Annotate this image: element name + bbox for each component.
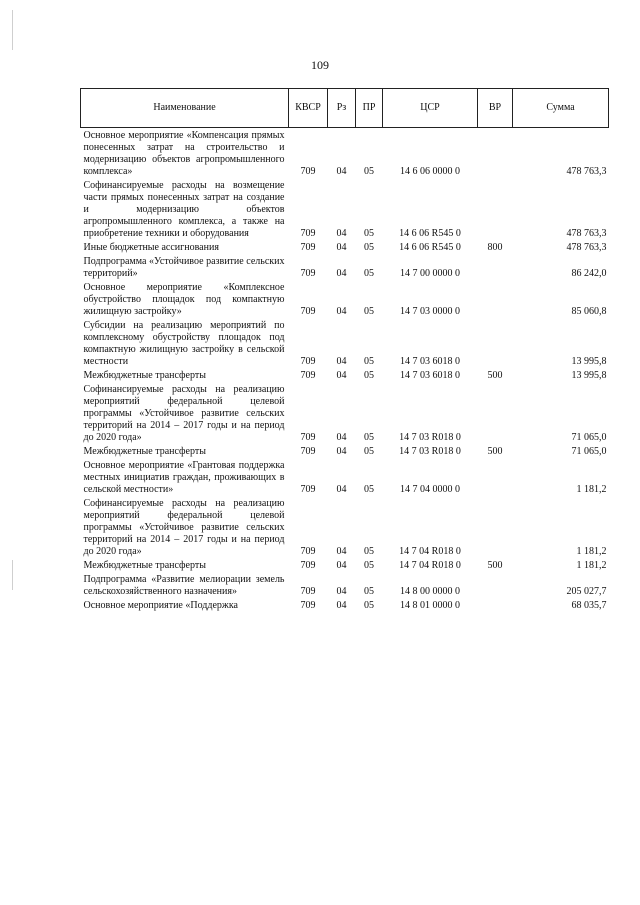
row-kvsr-cell: 709 <box>300 166 316 177</box>
row-vr-cell <box>478 254 513 280</box>
row-csr-cell: 14 7 04 R018 0 <box>399 546 461 557</box>
row-vr-cell <box>478 318 513 368</box>
table-row <box>81 128 609 179</box>
row-vr-cell: 500 <box>487 446 503 457</box>
row-csr-cell: 14 7 03 6018 0 <box>400 356 460 367</box>
row-csr-cell: 14 7 00 0000 0 <box>400 268 460 279</box>
row-rz-cell: 04 <box>336 546 347 557</box>
row-rz-cell: 04 <box>336 432 347 443</box>
row-vr-cell: 500 <box>487 560 503 571</box>
row-rz-cell: 04 <box>336 166 347 177</box>
header-name: Наименование <box>81 89 289 128</box>
table-row <box>81 240 609 254</box>
row-pr-cell: 05 <box>364 546 374 557</box>
row-kvsr-cell: 709 <box>300 586 316 597</box>
row-vr-cell <box>478 496 513 558</box>
row-sum-cell: 478 763,3 <box>566 166 607 177</box>
table-row <box>81 558 609 572</box>
row-name-cell: Основное мероприятие «Грантовая поддержка местных инициатив граждан, проживающих в сельской местности» <box>83 460 285 495</box>
row-kvsr-cell: 709 <box>300 356 316 367</box>
row-csr-cell: 14 7 03 R018 0 <box>399 432 461 443</box>
row-kvsr-cell: 709 <box>300 242 316 253</box>
row-vr-cell <box>478 178 513 240</box>
row-sum-cell: 478 763,3 <box>566 242 607 253</box>
table-row <box>81 496 609 558</box>
row-sum-cell: 86 242,0 <box>571 268 607 279</box>
row-sum-cell: 71 065,0 <box>571 432 607 443</box>
row-vr-cell <box>478 382 513 444</box>
row-rz-cell: 04 <box>336 446 347 457</box>
header-sum: Сумма <box>513 89 609 128</box>
row-vr-cell: 500 <box>487 370 503 381</box>
scan-edge-mark <box>12 10 13 50</box>
row-kvsr-cell: 709 <box>300 370 316 381</box>
row-sum-cell: 205 027,7 <box>566 586 607 597</box>
row-kvsr-cell: 709 <box>300 546 316 557</box>
row-kvsr-cell: 709 <box>300 228 316 239</box>
header-pr: ПР <box>356 89 383 128</box>
row-sum-cell: 478 763,3 <box>566 228 607 239</box>
row-sum-cell: 71 065,0 <box>571 446 607 457</box>
row-pr-cell: 05 <box>364 306 374 317</box>
row-name-cell: Софинансируемые расходы на реализацию мероприятий федеральной целевой программы «Устойчивое развитие сельских территорий на 2014 – 2017 годы и на период до 2020 года» <box>83 498 285 557</box>
table-row <box>81 280 609 318</box>
row-name-cell: Основное мероприятие «Комплексное обустройство площадок под компактную жилищную застройку» <box>83 282 285 317</box>
row-rz-cell: 04 <box>336 600 347 611</box>
row-csr-cell: 14 7 03 R018 0 <box>399 446 461 457</box>
row-kvsr-cell: 709 <box>300 306 316 317</box>
row-csr-cell: 14 6 06 0000 0 <box>400 166 460 177</box>
row-csr-cell: 14 7 04 R018 0 <box>399 560 461 571</box>
row-pr-cell: 05 <box>364 600 374 611</box>
table-row <box>81 444 609 458</box>
row-sum-cell: 85 060,8 <box>571 306 607 317</box>
row-rz-cell: 04 <box>336 560 347 571</box>
row-pr-cell: 05 <box>364 166 374 177</box>
row-rz-cell: 04 <box>336 356 347 367</box>
row-name-cell: Подпрограмма «Устойчивое развитие сельских территорий» <box>83 256 285 279</box>
row-kvsr-cell: 709 <box>300 432 316 443</box>
header-rz: Рз <box>328 89 356 128</box>
table-row <box>81 458 609 496</box>
row-name-cell: Субсидии на реализацию мероприятий по комплексному обустройству площадок под компактную жилищную застройку в сельской местности <box>83 320 285 367</box>
row-name-cell: Основное мероприятие «Поддержка <box>83 600 238 611</box>
row-pr-cell: 05 <box>364 242 374 253</box>
row-pr-cell: 05 <box>364 432 374 443</box>
table-row <box>81 598 609 612</box>
row-pr-cell: 05 <box>364 484 374 495</box>
row-vr-cell <box>478 280 513 318</box>
row-rz-cell: 04 <box>336 228 347 239</box>
row-sum-cell: 1 181,2 <box>576 560 607 571</box>
header-kvsr: КВСР <box>289 89 328 128</box>
table-row <box>81 382 609 444</box>
row-pr-cell: 05 <box>364 586 374 597</box>
row-pr-cell: 05 <box>364 560 374 571</box>
row-pr-cell: 05 <box>364 268 374 279</box>
scan-edge-mark <box>12 560 13 590</box>
table-header <box>81 89 609 128</box>
row-kvsr-cell: 709 <box>300 268 316 279</box>
row-csr-cell: 14 7 03 0000 0 <box>400 306 460 317</box>
row-csr-cell: 14 6 06 R545 0 <box>399 242 461 253</box>
row-rz-cell: 04 <box>336 268 347 279</box>
table-row <box>81 572 609 598</box>
table-row <box>81 254 609 280</box>
row-kvsr-cell: 709 <box>300 560 316 571</box>
budget-table <box>80 88 609 612</box>
row-pr-cell: 05 <box>364 228 374 239</box>
row-name-cell: Межбюджетные трансферты <box>83 560 206 571</box>
table-row <box>81 178 609 240</box>
row-pr-cell: 05 <box>364 446 374 457</box>
row-vr-cell: 800 <box>487 242 503 253</box>
page-number: 109 <box>311 58 329 72</box>
row-vr-cell <box>478 572 513 598</box>
row-kvsr-cell: 709 <box>300 484 316 495</box>
row-csr-cell: 14 7 04 0000 0 <box>400 484 460 495</box>
table-row <box>81 368 609 382</box>
row-rz-cell: 04 <box>336 306 347 317</box>
row-name-cell: Основное мероприятие «Компенсация прямых понесенных затрат на строительство и модернизацию объектов агропромышленного комплекса» <box>83 130 285 177</box>
row-rz-cell: 04 <box>336 586 347 597</box>
row-name-cell: Межбюджетные трансферты <box>83 446 206 457</box>
row-sum-cell: 13 995,8 <box>571 356 607 367</box>
row-name-cell: Иные бюджетные ассигнования <box>83 242 219 253</box>
table-body <box>81 128 609 613</box>
table-row <box>81 318 609 368</box>
row-rz-cell: 04 <box>336 370 347 381</box>
row-name-cell: Софинансируемые расходы на реализацию мероприятий федеральной целевой программы «Устойчивое развитие сельских территорий на 2014 – 2017 годы и на период до 2020 года» <box>83 384 285 443</box>
row-vr-cell <box>478 128 513 179</box>
row-sum-cell: 13 995,8 <box>571 370 607 381</box>
row-vr-cell <box>478 598 513 612</box>
row-kvsr-cell: 709 <box>300 446 316 457</box>
row-csr-cell: 14 8 01 0000 0 <box>400 600 460 611</box>
header-vr: ВР <box>478 89 513 128</box>
header-csr: ЦСР <box>383 89 478 128</box>
row-pr-cell: 05 <box>364 370 374 381</box>
row-sum-cell: 1 181,2 <box>576 546 607 557</box>
row-name-cell: Софинансируемые расходы на возмещение части прямых понесенных затрат на создание и модернизацию объектов агропромышленного комплекса, а также на приобретение техники и оборудования <box>83 180 285 239</box>
row-pr-cell: 05 <box>364 356 374 367</box>
row-name-cell: Подпрограмма «Развитие мелиорации земель сельскохозяйственного назначения» <box>83 574 285 597</box>
row-csr-cell: 14 6 06 R545 0 <box>399 228 461 239</box>
row-kvsr-cell: 709 <box>300 600 316 611</box>
row-rz-cell: 04 <box>336 242 347 253</box>
row-sum-cell: 1 181,2 <box>576 484 607 495</box>
row-vr-cell <box>478 458 513 496</box>
row-sum-cell: 68 035,7 <box>571 600 607 611</box>
row-name-cell: Межбюджетные трансферты <box>83 370 206 381</box>
row-rz-cell: 04 <box>336 484 347 495</box>
row-csr-cell: 14 8 00 0000 0 <box>400 586 460 597</box>
row-csr-cell: 14 7 03 6018 0 <box>400 370 460 381</box>
